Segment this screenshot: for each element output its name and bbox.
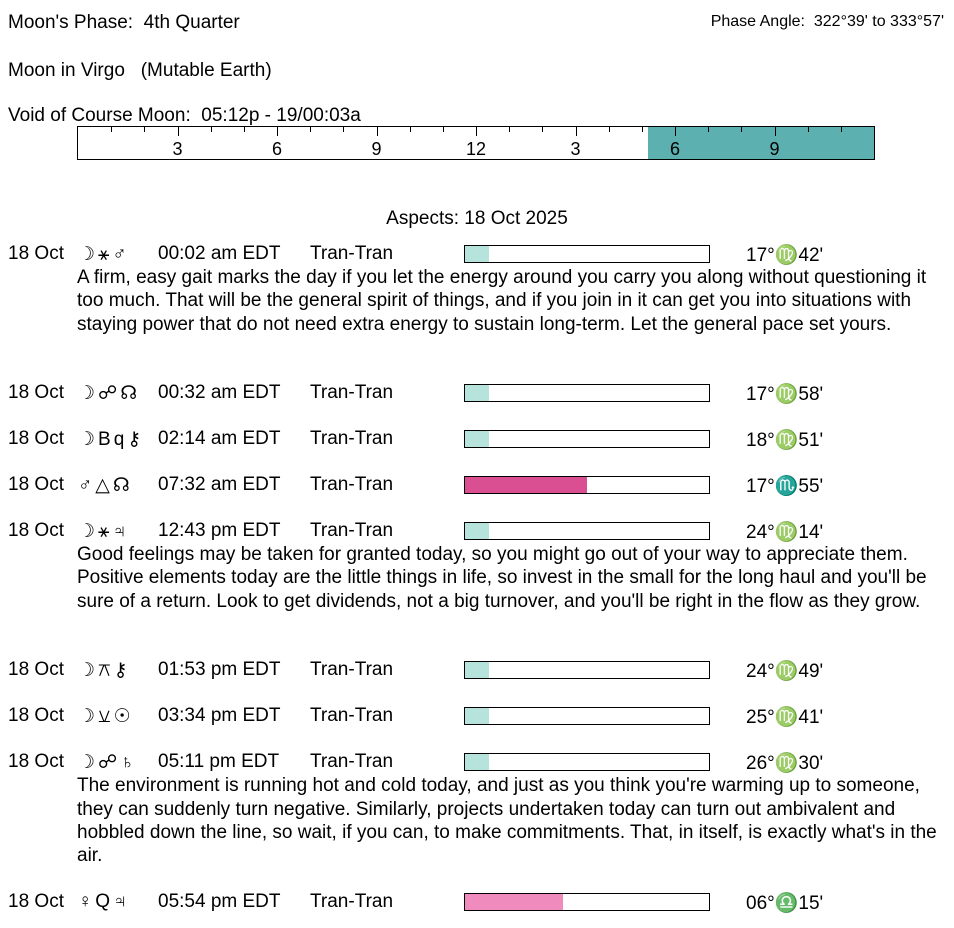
aspect-position: 17°♍42' [746,245,824,266]
aspect-position: 26°♍30' [746,753,824,775]
timeline-tick [178,127,179,136]
phase-angle-label: Phase Angle: [710,13,805,30]
aspect-type: Tran-Tran [310,659,394,681]
void-of-course [8,105,361,127]
voc-label: Void of Course Moon: [8,105,191,126]
aspect-type: Tran-Tran [310,705,394,727]
moon-sign [8,60,272,82]
aspect-symbols: ☽⚻⚷ [78,660,131,682]
aspect-strength-bar [464,661,710,679]
timeline-tick-label: 3 [172,139,183,159]
aspect-symbols: ♀Q♃ [78,890,131,912]
aspect-time: 00:02 am EDT [158,243,281,264]
aspect-strength-fill [465,246,489,262]
aspect-position: 17°♍58' [746,384,824,406]
aspect-strength-bar [464,522,710,540]
aspect-symbols: ♂△☊ [78,475,133,497]
timeline-tick [708,127,709,132]
timeline-tick [277,127,278,136]
aspect-strength-bar [464,476,710,494]
aspect-time: 05:11 pm EDT [158,751,280,773]
aspect-symbols: ☽☍♄ [78,752,138,774]
aspect-row [8,751,948,775]
aspect-row [8,705,948,729]
aspect-type: Tran-Tran [310,520,394,542]
timeline-tick [310,127,311,132]
aspect-date: 18 Oct [8,520,64,542]
aspects-title: Aspects: 18 Oct 2025 [386,208,568,229]
aspect-description: Good feelings may be taken for granted today, so you might go out of your way to appreciate them. Positive elements today are the little things in life, so invest in the small for the long haul and you'll be sure of a return. Look to get dividends, not a big turnover, and you'll be right in the flow as they grow. [77,544,927,612]
aspect-time: 05:54 pm EDT [158,890,281,912]
aspect-type: Tran-Tran [310,474,394,496]
aspect-strength-fill [465,431,489,447]
aspect-description: A firm, easy gait marks the day if you let the energy around you carry you along without questioning it too much. That will be the general spirit of things, and if you join in it can get you into situations with staying power that do not need extra energy to sustain long-term. Let the general pace set yours. [77,267,927,335]
aspect-type: Tran-Tran [310,428,394,450]
timeline-tick-label: 3 [570,139,581,159]
timeline-tick [542,127,543,132]
timeline-tick-label: 6 [271,139,283,159]
aspect-row [8,382,948,406]
aspect-strength-fill [465,754,489,770]
aspect-position: 24°♍14' [746,522,824,544]
moon-sign-detail: (Mutable Earth) [140,60,272,81]
aspect-symbols: ☽⚹♂ [78,244,130,265]
aspect-time: 12:43 pm EDT [158,520,281,542]
aspect-strength-fill [465,477,587,493]
timeline-tick [476,127,477,136]
aspect-date: 18 Oct [8,751,64,773]
aspect-type: Tran-Tran [310,751,394,773]
timeline-tick [144,127,145,132]
aspect-description: The environment is running hot and cold today, and just as you think you're warming up to someone, they can suddenly turn negative. Similarly, projects undertaken today can turn out ambivalent and hobbled down the line, so wait, if you can, to make commitments. That, in itself, is exactly what's in the air. [77,775,937,867]
aspect-strength-fill [465,708,489,724]
aspect-time: 02:14 am EDT [158,428,281,450]
timeline-tick [576,127,577,136]
aspect-strength-fill [465,385,489,401]
aspect-row [8,659,948,683]
timeline-tick [741,127,742,132]
timeline-tick [244,127,245,132]
timeline-tick [343,127,344,132]
aspect-strength-bar [464,893,710,911]
phase-angle-value: 322°39' to 333°57' [813,13,944,30]
aspect-time: 07:32 am EDT [158,474,281,496]
aspect-row [8,520,948,544]
aspect-strength-bar [464,707,710,725]
aspect-symbols: ☽⚺☉ [78,706,134,728]
aspect-date: 18 Oct [8,382,64,404]
timeline-tick [609,127,610,132]
timeline-tick [675,127,676,136]
aspect-date: 18 Oct [8,474,64,496]
aspect-position: 17°♏55' [746,476,824,498]
timeline-tick [377,127,378,136]
aspect-strength-fill [465,523,489,539]
aspect-row [8,243,948,267]
aspect-time: 01:53 pm EDT [158,659,281,681]
aspect-strength-fill [465,894,563,910]
timeline-tick [841,127,842,132]
timeline-tick-label: 12 [465,139,487,159]
timeline-tick [775,127,776,136]
moon-phase-label: Moon's Phase: [8,12,134,33]
phase-angle [711,13,944,31]
aspect-strength-bar [464,430,710,448]
aspect-position: 24°♍49' [746,661,824,683]
timeline-tick [443,127,444,132]
timeline-tick-label: 9 [769,139,780,159]
aspect-strength-fill [465,662,489,678]
timeline-tick [509,127,510,132]
timeline-tick [410,127,411,132]
aspect-symbols: ☽Bq⚷ [78,429,145,451]
aspect-position: 18°♍51' [746,430,824,452]
moon-phase [8,12,240,34]
aspect-time: 03:34 pm EDT [158,705,281,727]
timeline-tick-label: 6 [669,139,681,159]
aspect-symbols: ☽☍☊ [78,383,141,405]
timeline-tick [642,127,643,132]
voc-value: 05:12p - 19/00:03a [201,105,361,126]
aspect-row [8,474,948,498]
aspect-symbols: ☽⚹♃ [78,521,130,543]
moon-phase-value: 4th Quarter [143,12,240,33]
aspect-row [8,891,948,915]
aspect-date: 18 Oct [8,890,64,912]
timeline-tick [111,127,112,132]
aspect-position: 25°♍41' [746,707,824,729]
timeline-tick [808,127,809,132]
timeline-tick-label: 9 [371,139,382,159]
aspect-type: Tran-Tran [310,382,394,404]
moon-sign-label: Moon in Virgo [8,60,125,81]
aspect-strength-bar [464,245,710,263]
void-of-course-timeline [77,126,875,160]
aspect-strength-bar [464,753,710,771]
aspect-strength-bar [464,384,710,402]
timeline-tick [211,127,212,132]
aspect-date: 18 Oct [8,659,64,681]
aspect-date: 18 Oct [8,705,64,727]
aspect-type: Tran-Tran [310,890,394,912]
aspect-date: 18 Oct [8,243,64,264]
aspect-date: 18 Oct [8,428,64,450]
aspect-type: Tran-Tran [310,243,394,264]
aspect-time: 00:32 am EDT [158,382,281,404]
aspect-row [8,428,948,452]
aspect-position: 06°♎15' [746,892,824,914]
